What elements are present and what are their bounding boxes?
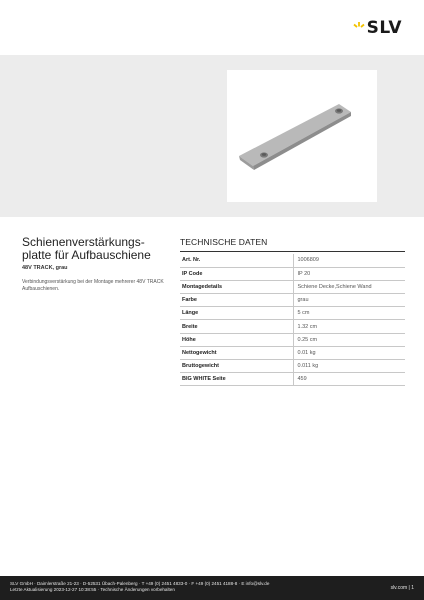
spec-value: 0.011 kg: [293, 360, 405, 373]
spec-value: 459: [293, 373, 405, 386]
technical-data-heading: TECHNISCHE DATEN: [180, 237, 405, 252]
spec-key: Höhe: [180, 333, 293, 346]
spec-key: BIG WHITE Seite: [180, 373, 293, 386]
spec-value: 1006809: [293, 254, 405, 267]
sparkle-logo-icon: [353, 22, 365, 34]
footer-contact: [10, 581, 269, 593]
reinforcement-plate-illustration: [227, 70, 377, 202]
logo-text: SLV: [366, 18, 402, 38]
spec-key: Art. Nr.: [180, 254, 293, 267]
table-row: [180, 294, 405, 307]
product-title: Schienenverstärkungs-platte für Aufbauschiene: [22, 235, 151, 262]
product-subtitle: 48V TRACK, grau: [22, 265, 68, 271]
technical-data-section: [180, 237, 405, 386]
product-description: Verbindungsverstärkung bei der Montage mehrerer 48V TRACK Aufbauschienen.: [22, 279, 164, 292]
spec-value: IP 20: [293, 267, 405, 280]
spec-key: IP Code: [180, 267, 293, 280]
page-footer: [0, 576, 424, 600]
footer-page-info: slv.com | 1: [390, 585, 414, 591]
table-row: [180, 267, 405, 280]
footer-update-line: Letzte Aktualisierung 2023-12-27 10:38:55 · Technische Änderungen vorbehalten: [10, 587, 175, 593]
footer-address-line: SLV GmbH · Daimlerstraße 21-23 · D-52531 Übach-Palenberg · T +49 (0) 2451 4833-0 · F +49 (0) 2451 4188-8 · E info@slv.de: [10, 581, 270, 586]
spec-key: Bruttogewicht: [180, 360, 293, 373]
table-row: [180, 373, 405, 386]
spec-key: Montagedetails: [180, 280, 293, 293]
technical-data-table: [180, 254, 405, 386]
spec-value: 5 cm: [293, 307, 405, 320]
table-row: [180, 346, 405, 359]
spec-value: 0.01 kg: [293, 346, 405, 359]
spec-value: 0.25 cm: [293, 333, 405, 346]
spec-key: Farbe: [180, 294, 293, 307]
table-row: [180, 254, 405, 267]
product-hero: [0, 55, 424, 217]
table-row: [180, 333, 405, 346]
spec-value: 1.32 cm: [293, 320, 405, 333]
spec-value: Schiene Decke,Schiene Wand: [293, 280, 405, 293]
table-row: [180, 360, 405, 373]
spec-value: grau: [293, 294, 405, 307]
table-row: [180, 320, 405, 333]
spec-key: Breite: [180, 320, 293, 333]
table-row: [180, 307, 405, 320]
spec-key: Nettogewicht: [180, 346, 293, 359]
slv-logo: [353, 18, 402, 38]
spec-key: Länge: [180, 307, 293, 320]
product-image: [227, 70, 377, 202]
table-row: [180, 280, 405, 293]
